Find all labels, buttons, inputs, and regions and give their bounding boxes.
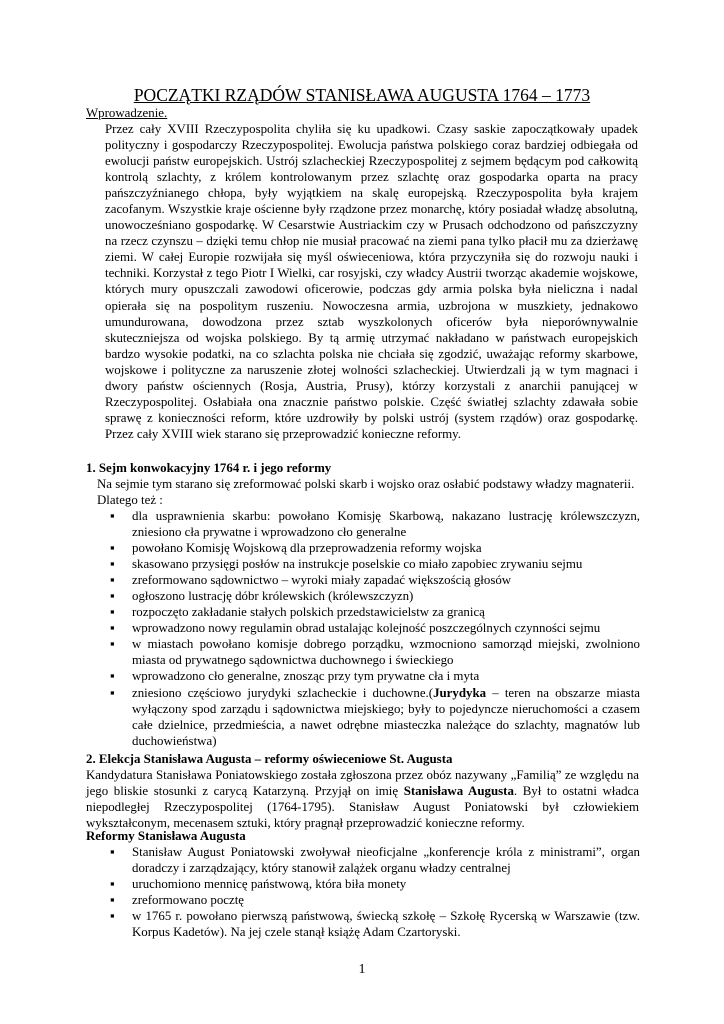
section2-body: [86, 767, 639, 831]
list-item-text: – teren na obszarze miasta wyłączony spod zarządu i sądownictwa miejskiego; były to pojedyncze nieruchomości a czasem całe dzielnice, przedmieścia, a nawet odrębne miasteczka należące do szlachty, magnatów lub duchowieństwa): [132, 685, 640, 748]
list-item: ▪ rozpoczęto zakładanie stałych polskich przedstawicielstw za granicą: [108, 604, 640, 620]
list-item: ▪ w miastach powołano komisje dobrego porządku, wzmocniono samorząd miejski, zwolniono miasta od prywatnego sądownictwa duchownego i świeckiego: [108, 636, 640, 668]
list-item: ▪ Stanisław August Poniatowski zwoływał nieoficjalne „konferencje króla z ministrami”, organ doradczy i zarządzający, który stanowił zalążek organu władzy centralnej: [108, 844, 640, 876]
section2-heading: 2. Elekcja Stanisława Augusta – reformy oświeceniowe St. Augusta: [86, 752, 453, 766]
list-item: ▪ powołano Komisję Wojskową dla przeprowadzenia reformy wojska: [108, 540, 640, 556]
list-item: ▪ ogłoszono lustrację dóbr królewskich (królewszczyzn): [108, 588, 640, 604]
section1-heading: 1. Sejm konwokacyjny 1764 r. i jego reformy: [86, 461, 332, 475]
intro-heading: Wprowadzenie.: [86, 106, 168, 120]
list-item: ▪ w 1765 r. powołano pierwszą państwową, świecką szkołę – Szkołę Rycerską w Warszawie (tzw. Korpus Kadetów). Na jej czele stanął książę Adam Czartoryski.: [108, 908, 640, 940]
list-item: ▪ uruchomiono mennicę państwową, która biła monety: [108, 876, 640, 892]
page-title: POCZĄTKI RZĄDÓW STANISŁAWA AUGUSTA 1764 – 1773: [133, 85, 591, 105]
list-item-text: zniesiono częściowo jurydyki szlacheckie i duchowne.(: [132, 685, 434, 700]
list-item: ▪ skasowano przysięgi posłów na instrukcje poselskie co miało zapobiec zrywaniu sejmu: [108, 556, 640, 572]
section1-list: [108, 508, 640, 749]
list-item: ▪ wprowadzono cło generalne, znosząc przy tym prywatne cła i myta: [108, 668, 640, 684]
list-item: ▪ zreformowano pocztę: [108, 892, 640, 908]
intro-paragraph: [105, 121, 638, 442]
list-item: ▪ wprowadzono nowy regulamin obrad ustalając kolejność poszczególnych czynności sejmu: [108, 620, 640, 636]
section2-subheading: Reformy Stanisława Augusta: [86, 829, 246, 843]
section1-intro-text: Na sejmie tym starano się zreformować polski skarb i wojsko oraz osłabić podstawy władzy magnaterii. Dlatego też :: [97, 477, 635, 508]
name-stanislaw-august: Stanisława Augusta: [403, 784, 514, 799]
list-item: ▪ zreformowano sądownictwo – wyroki miały zapadać większością głosów: [108, 572, 640, 588]
section2-text: . Był to ostatni władca niepodległej Rzeczypospolitej (1764-1795). Stanisław August Poniatowski był człowiekiem wykształconym, mecenasem sztuki, który pragnął przeprowadzić konieczne reformy.: [86, 784, 639, 831]
term-jurydyka: Jurydyka: [433, 685, 487, 700]
section1-intro: [97, 476, 637, 508]
section2-list: [108, 844, 640, 940]
section2-text: Kandydatura Stanisława Poniatowskiego została zgłoszona przez obóz nazywany „Familią” ze względu na jego bliskie stosunki z carycą Katarzyną. Przyjął on imię: [86, 768, 639, 799]
list-item: ▪ dla usprawnienia skarbu: powołano Komisję Skarbową, nakazano lustrację królewszczyzn, zniesiono cła prywatne i wprowadzono cło generalne: [108, 508, 640, 540]
page-number: 1: [358, 962, 366, 977]
section2-paragraph: [86, 767, 639, 831]
list-item-jurydyka: [108, 685, 640, 749]
intro-text: Przez cały XVIII Rzeczypospolita chyliła się ku upadkowi. Czasy saskie zapoczątkowały upadek polityczny i gospodarczy Rzeczypospolitej. Ewolucja państwa polskiego coraz bardziej odbiegała od ewolucji państw europejskich. Ustrój szlacheckiej Rzeczypospolitej z sejmem będącym pod całkowitą kontrolą szlachty, z królem kontrolowanym przez szlachtę oraz gospodarka oparta na pracy pańszczyźnianego chłopa, były wyjątkiem na skalę europejską. Rzeczypospolita była krajem zacofanym. Wszystkie kraje ościenne były rządzone przez monarchę, który posiadał władzę absolutną, unowocześniano gospodarkę. W Cesarstwie Austriackim czy w Prusach odchodzono od pańszczyzny na rzecz czynszu – dzięki temu chłop nie musiał pracować na ziemi pana tylko płacił mu za dzierżawę ziemi. W całej Europie rozwijała się myśl oświeceniowa, która przyczyniła się do rozwoju nauki i techniki. Korzystał z tego Piotr I Wielki, car rosyjski, czy władcy Austrii tworząc akademie wojskowe, których mury opuszczali zawodowi oficerowie, podczas gdy armia polska była nieliczna i nadal opierała się na pospolitym ruszeniu. Nowoczesna armia, uzbrojona w muszkiety, jednakowo umundurowana, dowodzona przez sztab wyszkolonych oficerów była nieporównywalnie skuteczniejsza od wojska polskiego. By tą armię utrzymać nakładano w państwach europejskich bardzo wysokie podatki, na co szlachta polska nie chciała się zgodzić, uważając reformy skarbowe, wojskowe i polityczne za naruszenie złotej wolności szlacheckiej. Utwierdzali ją w tym magnaci i dwory państw ościennych (Rosja, Austria, Prusy), którzy korzystali z anarchii panującej w Rzeczypospolitej. Osłabiała ona znacznie państwo polskie. Część światłej szlachty zdawała sobie sprawę z konieczności reform, które uzdrowiły by polski ustrój (system rządów) oraz gospodarkę. Przez cały XVIII wiek starano się przeprowadzić konieczne reformy.: [105, 122, 638, 441]
